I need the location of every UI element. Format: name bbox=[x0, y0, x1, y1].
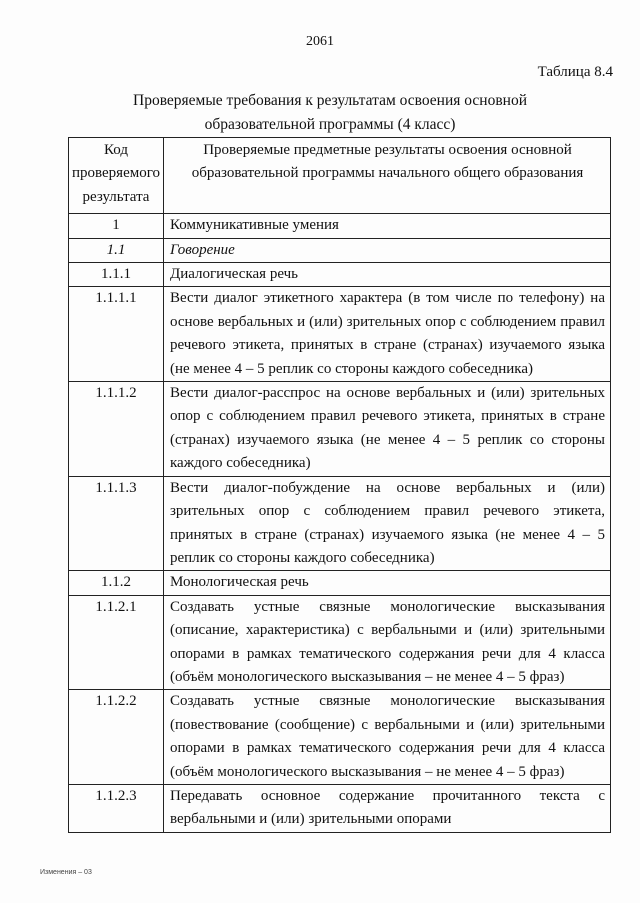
table-row bbox=[69, 690, 611, 785]
row-code: 1 bbox=[69, 214, 164, 238]
row-code: 1.1.1 bbox=[69, 263, 164, 287]
row-code: 1.1.2.2 bbox=[69, 690, 164, 785]
table-row bbox=[69, 263, 611, 287]
row-code: 1.1.2.3 bbox=[69, 784, 164, 832]
document-title bbox=[60, 89, 600, 137]
table-row bbox=[69, 238, 611, 262]
table-row bbox=[69, 476, 611, 571]
row-text: Передавать основное содержание прочитанного текста с вербальными и (или) зрительными опорами bbox=[164, 784, 611, 832]
table-row bbox=[69, 214, 611, 238]
row-text: Создавать устные связные монологические высказывания (повествование (сообщение) с вербальными и (или) зрительными опорами в рамках тематического содержания речи для 4 класса (объём монологического высказывания – не менее 4 – 5 фраз) bbox=[164, 690, 611, 785]
table-row bbox=[69, 287, 611, 382]
row-text: Диалогическая речь bbox=[164, 263, 611, 287]
row-text: Вести диалог этикетного характера (в том числе по телефону) на основе вербальных и (или) зрительных опор с соблюдением правил речевого этикета, принятых в стране (странах) изучаемого языка (не менее 4 – 5 реплик со стороны каждого собеседника) bbox=[164, 287, 611, 382]
row-code: 1.1.2 bbox=[69, 571, 164, 595]
row-text: Монологическая речь bbox=[164, 571, 611, 595]
row-code: 1.1.1.2 bbox=[69, 382, 164, 477]
row-text: Вести диалог-побуждение на основе вербальных и (или) зрительных опор с соблюдением правил речевого этикета, принятых в стране (странах) изучаемого языка (не менее 4 – 5 реплик со стороны каждого собеседника) bbox=[164, 476, 611, 571]
table-row bbox=[69, 784, 611, 832]
row-code: 1.1.2.1 bbox=[69, 595, 164, 690]
row-text: Коммуникативные умения bbox=[164, 214, 611, 238]
row-code: 1.1.1.3 bbox=[69, 476, 164, 571]
table-row bbox=[69, 571, 611, 595]
row-text: Создавать устные связные монологические высказывания (описание, характеристика) с вербальными и (или) зрительными опорами в рамках тематического содержания речи для 4 класса (объём монологического высказывания – не менее 4 – 5 фраз) bbox=[164, 595, 611, 690]
header-code-cell: Код проверяемого результата bbox=[69, 138, 164, 214]
table-label: Таблица 8.4 bbox=[537, 64, 613, 80]
title-line: образовательной программы (4 класс) bbox=[204, 116, 456, 133]
table-header-row bbox=[69, 138, 611, 214]
table-row bbox=[69, 382, 611, 477]
title-line: Проверяемые требования к результатам освоения основной bbox=[133, 92, 527, 109]
header-description-cell: Проверяемые предметные результаты освоения основной образовательной программы начального общего образования bbox=[164, 138, 611, 214]
row-code: 1.1 bbox=[69, 238, 164, 262]
row-text: Вести диалог-расспрос на основе вербальных и (или) зрительных опор с соблюдением правил речевого этикета, принятых в стране (странах) изучаемого языка (не менее 4 – 5 реплик со стороны каждого собеседника) bbox=[164, 382, 611, 477]
row-text: Говорение bbox=[164, 238, 611, 262]
requirements-table bbox=[68, 137, 611, 833]
row-code: 1.1.1.1 bbox=[69, 287, 164, 382]
footer-revision-note: Изменения – 03 bbox=[40, 869, 92, 876]
table-row bbox=[69, 595, 611, 690]
page-number: 2061 bbox=[306, 34, 334, 49]
